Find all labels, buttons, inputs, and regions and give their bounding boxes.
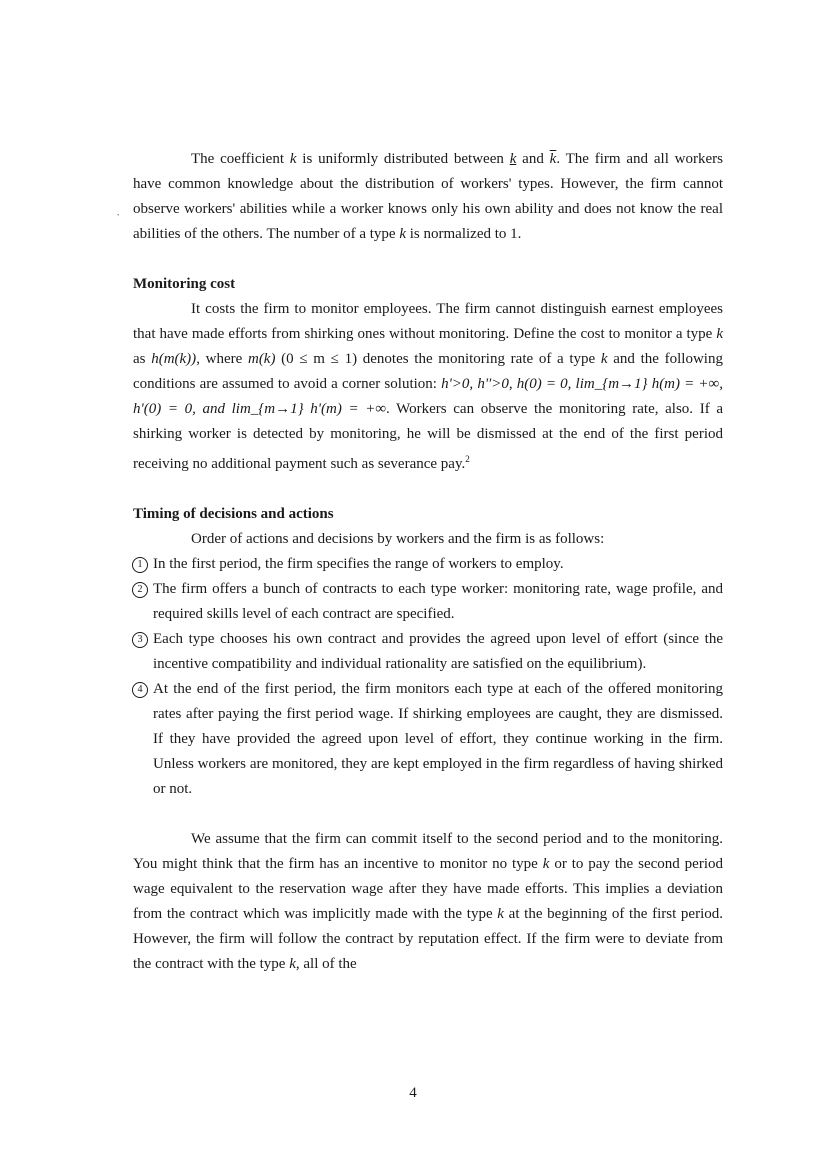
margin-mark: · (116, 207, 121, 222)
timing-list (133, 552, 723, 802)
monitoring-paragraph: It costs the firm to monitor employees. The firm cannot distinguish earnest employees that have made efforts from shirking ones without monitoring. Define the cost to monitor a type k as h(m(k)), where m(k) (0 ≤ m ≤ 1) denotes the monitoring rate of a type k and the following conditions are assumed to avoid a corner solution: h'>0, h''>0, h(0) = 0, lim_{m→1} h(m) = +∞, h'(0) = 0, and lim_{m→1} h'(m) = +∞. Workers can observe the monitoring rate, also. If a shirking worker is detected by monitoring, he will be dismissed at the end of the first period receiving no additional payment such as severance pay.$^2$ (133, 301, 723, 472)
section-heading-monitoring: Monitoring cost (133, 276, 236, 292)
timing-intro: Order of actions and decisions by workers and the firm is as follows: (191, 531, 605, 547)
circled-number: 3 (132, 632, 148, 648)
list-item: 3 Each type chooses his own contract and provides the agreed upon level of effort (since the incentive compatibility and individual rationality are satisfied on the equilibrium). (133, 627, 723, 677)
circled-number: 1 (132, 557, 148, 573)
footnote-ref: 2 (465, 454, 470, 464)
section-heading-timing: Timing of decisions and actions (133, 506, 334, 522)
list-item: 4 At the end of the first period, the firm monitors each type at each of the offered monitoring rates after paying the first period wage. If shirking employees are caught, they are dismissed. If they have provided the agreed upon level of effort, they continue working in the firm. Unless workers are monitored, they are kept employed in the firm regardless of having shirked or not. (133, 677, 723, 802)
circled-number: 4 (132, 682, 148, 698)
circled-number: 2 (132, 582, 148, 598)
k-upper-bound: $\overline{k}$ (549, 151, 557, 167)
intro-paragraph: The coefficient k is uniformly distributed between k and $\overline{k}$. The firm and all workers have common knowledge about the distribution of workers' types. However, the firm cannot observe workers' abilities while a worker knows only his own ability and does not know the real abilities of the others. The number of a type k is normalized to 1. (133, 151, 723, 242)
commitment-paragraph: We assume that the firm can commit itself to the second period and to the monitoring. You might think that the firm has an incentive to monitor no type k or to pay the second period wage equivalent to the reservation wage after they have made efforts. This implies a deviation from the contract which was implicitly made with the type k at the beginning of the first period. However, the firm will follow the contract by reputation effect. If the firm were to deviate from the contract with the type k, all of the (133, 831, 723, 972)
page-number: 4 (409, 1085, 417, 1101)
list-item: 2 The firm offers a bunch of contracts to each type worker: monitoring rate, wage profile, and required skills level of each contract are specified. (133, 577, 723, 627)
list-item: 1 In the first period, the firm specifies the range of workers to employ. (133, 552, 723, 577)
page-body (133, 147, 723, 977)
conditions-formula: h'>0, h''>0, h(0) = 0, lim_{m→1} h(m) = +∞, h'(0) = 0, and lim_{m→1} h'(m) = +∞ (133, 376, 723, 417)
k-lower-bound: k (509, 151, 517, 167)
